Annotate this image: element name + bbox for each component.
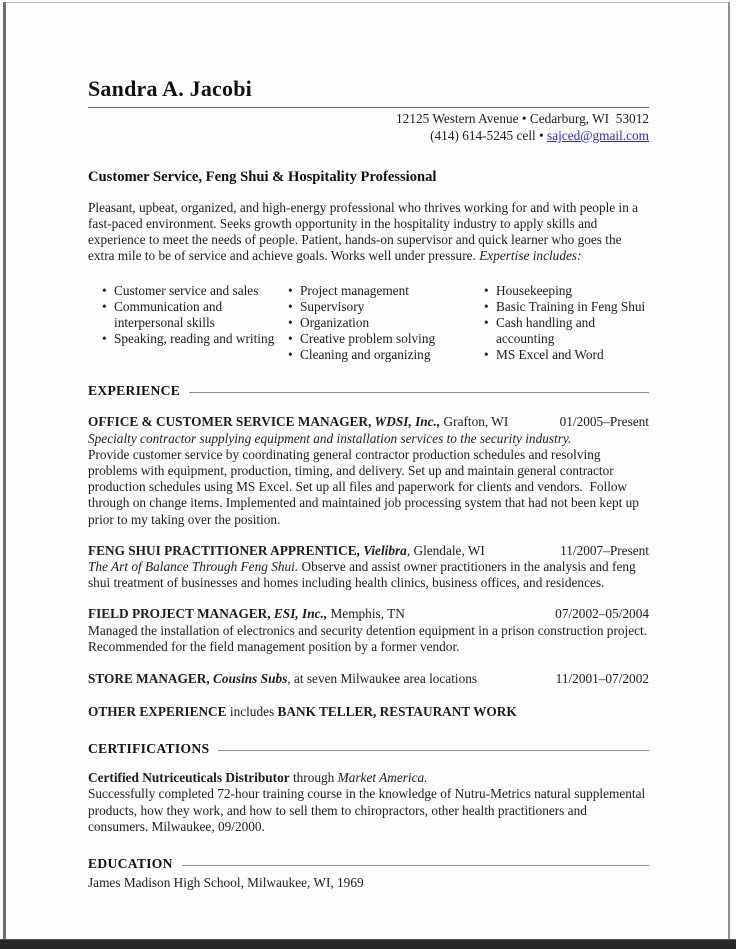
skill-item: • Communication and interpersonal skills [100,299,286,331]
page-frame-right [728,2,730,939]
education-line: James Madison High School, Milwaukee, WI, 1969 [88,875,364,891]
skill-item: • Organization [286,315,482,331]
job-dates: 07/2002–05/2004 [555,606,649,622]
job-title: STORE MANAGER, [88,671,210,687]
skill-item: • Customer service and sales [100,283,286,299]
name-block [88,76,649,108]
job-company: Cousins Subs [209,671,288,687]
education-heading-label: EDUCATION [88,856,173,872]
job-dates: 11/2007–Present [560,542,649,558]
professional-title: Customer Service, Feng Shui & Hospitality Professional [88,168,437,185]
job-title-line [88,414,508,430]
education-heading-rule [182,865,649,866]
skills-column-1 [100,283,286,362]
page-frame-bottom [0,939,736,949]
expertise-label: Expertise includes: [479,248,582,264]
job-location: Grafton, WI [440,414,509,430]
job-title-line [88,671,477,687]
section-heading-education [88,856,649,872]
certification-middle: through [289,770,338,786]
person-name: Sandra A. Jacobi [88,76,252,101]
certification-title-line [88,770,649,786]
skills-column-2 [286,283,482,362]
job-title: OFFICE & CUSTOMER SERVICE MANAGER, [88,414,372,430]
job-entry-4 [88,671,649,687]
section-heading-certifications [88,741,649,757]
job-header [88,543,649,559]
skills-column-3 [482,283,649,362]
other-experience-items: BANK TELLER, RESTAURANT WORK [277,704,517,720]
summary-text: Pleasant, upbeat, organized, and high-energy professional who thrives working for and with people in a fast-paced environment. Seeks growth opportunity in the hospitality industry to apply skills and experience to meet the needs of people. Patient, hands-on supervisor and quick learner who goes the extra mile to be of service and achieve goals. Works well under pressure. [88,199,639,264]
other-experience-middle: includes [226,704,278,720]
experience-heading-rule [189,392,649,393]
contact-address: 12125 Western Avenue • Cedarburg, WI 53012 [396,111,649,126]
job-title-line [88,606,405,622]
skill-item: • Cleaning and organizing [286,347,482,363]
job-description-lead: The Art of Balance Through Feng Shui. [88,559,299,575]
job-header [88,414,649,430]
skill-item: • MS Excel and Word [482,347,649,363]
job-entry-1 [88,414,649,527]
job-company: ESI, Inc., [270,606,328,622]
contact-phone: (414) 614-5245 cell • [430,127,548,143]
job-title-line [88,543,485,559]
job-description: Managed the installation of electronics and security detention equipment in a prison construction project. Recommended for the field management position by a former vendor. [88,622,648,654]
certification-entry [88,770,649,835]
skill-item: • Cash handling and accounting [482,315,649,347]
job-location: , at seven Milwaukee area locations [287,671,478,687]
contact-block [88,111,649,145]
job-header [88,606,649,622]
other-experience-line [88,704,649,720]
skill-item: • Basic Training in Feng Shui [482,299,649,315]
skills-columns [88,283,649,362]
job-location: , Glendale, WI [406,542,485,558]
resume-content [88,76,649,891]
certification-title: Certified Nutriceuticals Distributor [88,770,290,786]
job-description [88,559,649,591]
job-entry-3 [88,606,649,655]
job-entry-2 [88,543,649,592]
page-frame-top [3,2,730,3]
certifications-heading-label: CERTIFICATIONS [88,741,210,757]
summary-paragraph [88,200,649,265]
page-frame-left [3,2,6,939]
skill-item: • Speaking, reading and writing [100,331,286,347]
experience-heading-label: EXPERIENCE [88,383,181,399]
skill-item: • Project management [286,283,482,299]
job-subtitle: Specialty contractor supplying equipment and installation services to the security industry. [88,430,572,446]
job-location: Memphis, TN [327,606,405,622]
job-description: Provide customer service by coordinating general contractor production schedules and resolving problems with equipment, production, timing, and delivery. Set up and maintain general contractor production schedules using MS Excel. Set up all files and paperwork for clients and vendors. Follow through on change items. Implemented and maintained job processing system that had not been kept up prior to my taking over the position. [88,446,639,527]
email-link[interactable]: sajced@gmail.com [547,127,649,143]
job-company: WDSI, Inc., [371,414,441,430]
certifications-heading-rule [218,750,649,751]
job-company: Vielibra [359,542,407,558]
section-heading-experience [88,383,649,399]
certification-description: Successfully completed 72-hour training course in the knowledge of Nutru-Metrics natural supplemental products, how they work, and how to sell them to chiropractors, other health practitioners and consumers. Milwaukee, 09/2000. [88,786,646,834]
job-header [88,671,649,687]
job-dates: 01/2005–Present [559,414,649,430]
skill-item: • Housekeeping [482,283,649,299]
job-dates: 11/2001–07/2002 [555,671,649,687]
certification-issuer: Market America. [337,770,428,786]
other-experience-label: OTHER EXPERIENCE [88,704,227,720]
job-title: FIELD PROJECT MANAGER, [88,606,271,622]
job-title: FENG SHUI PRACTITIONER APPRENTICE, [88,542,360,558]
contact-phone-line [88,128,649,145]
job-description-text: Observe and assist owner practitioners in the analysis and feng shui treatment of businesses and homes including health clinics, business offices, and residences. [88,559,636,591]
skill-item: • Supervisory [286,299,482,315]
skill-item: • Creative problem solving [286,331,482,347]
